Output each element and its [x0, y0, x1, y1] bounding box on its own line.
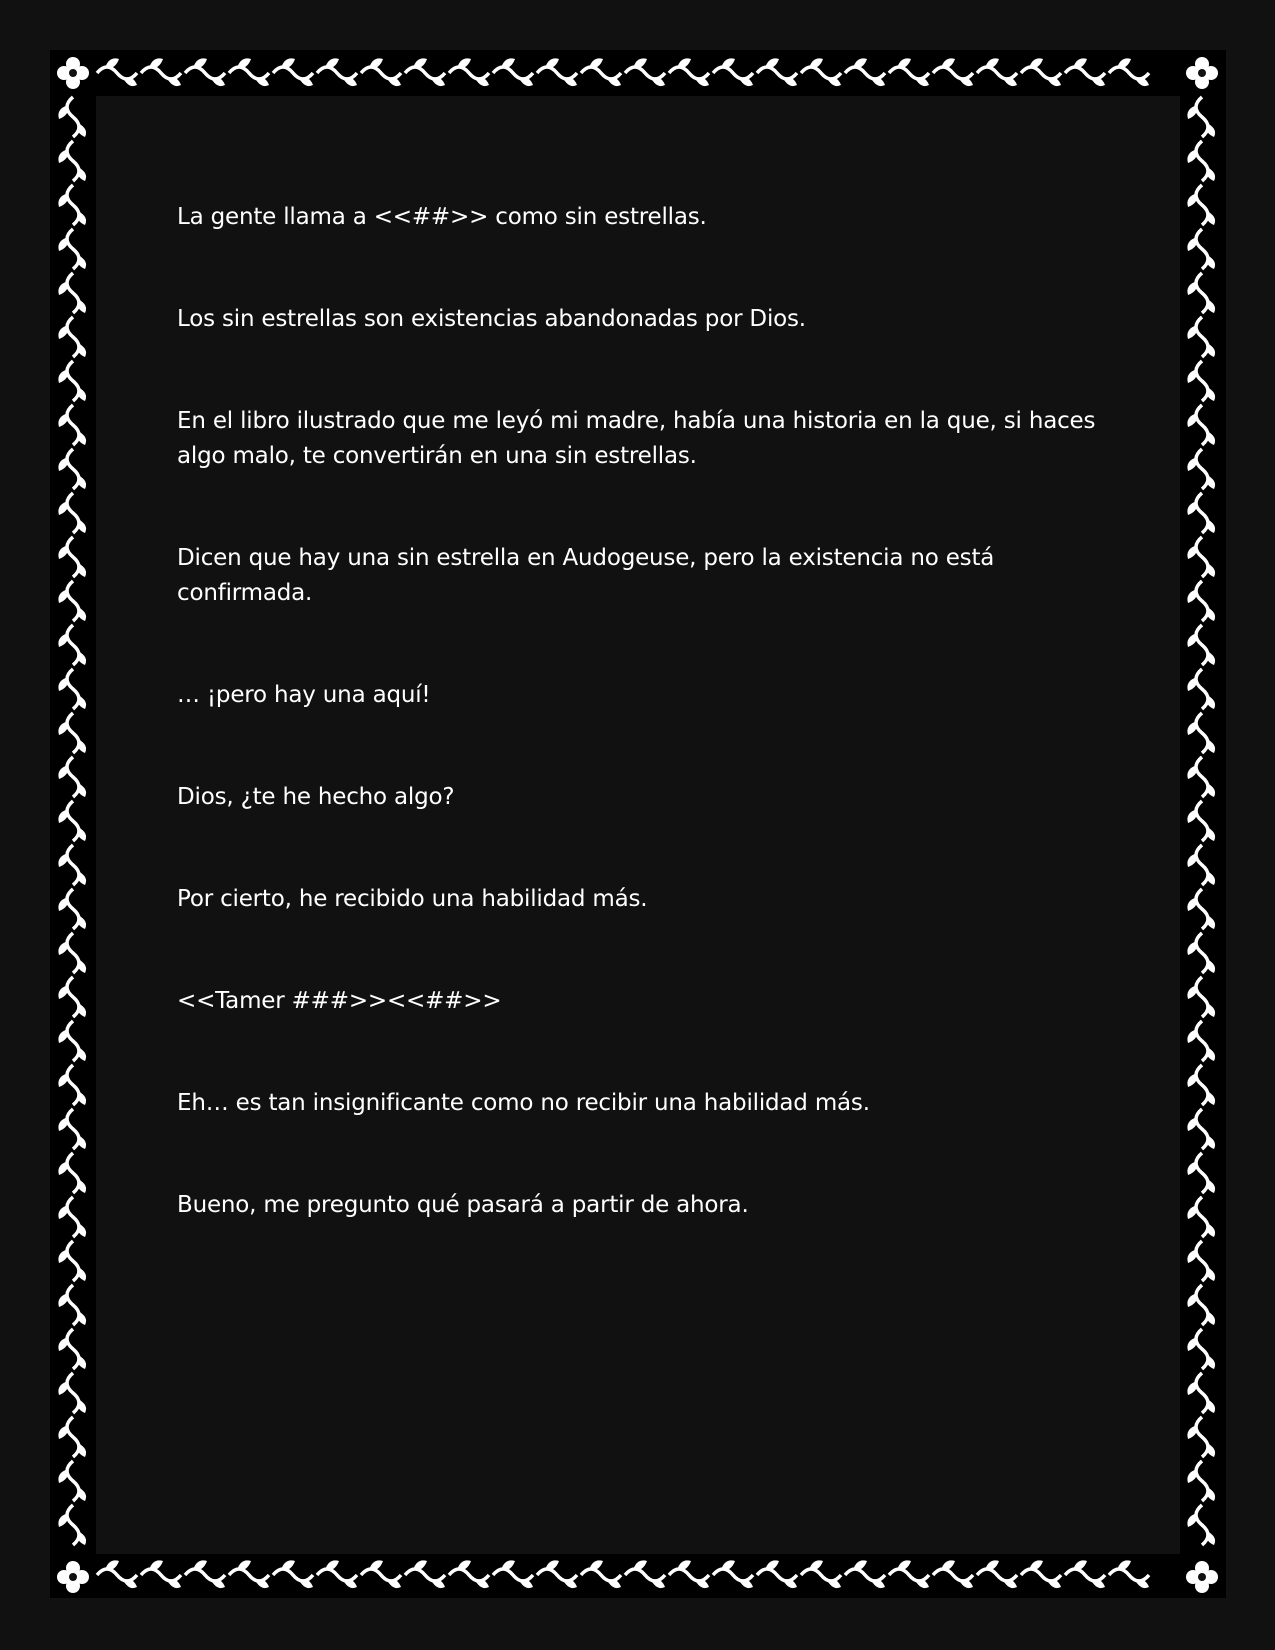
paragraph-4: Dicen que hay una sin estrella en Audogeuse, pero la existencia no está confirmada.: [177, 545, 995, 606]
paragraph-5: … ¡pero hay una aquí!: [177, 682, 431, 708]
paragraph-8: <<Tamer ###>><<##>>: [177, 988, 502, 1014]
paragraph-2: Los sin estrellas son existencias abandonadas por Dios.: [177, 306, 806, 332]
paragraph-6: Dios, ¿te he hecho algo?: [177, 784, 455, 810]
paragraph-9: Eh… es tan insignificante como no recibir una habilidad más.: [177, 1090, 870, 1116]
paragraph-7: Por cierto, he recibido una habilidad más.: [177, 886, 648, 912]
paragraph-1: La gente llama a <<##>> como sin estrellas.: [177, 204, 707, 230]
paragraph-10: Bueno, me pregunto qué pasará a partir de ahora.: [177, 1192, 749, 1218]
paragraph-3: En el libro ilustrado que me leyó mi madre, había una historia en la que, si haces algo malo, te convertirán en una sin estrellas.: [177, 408, 1096, 469]
